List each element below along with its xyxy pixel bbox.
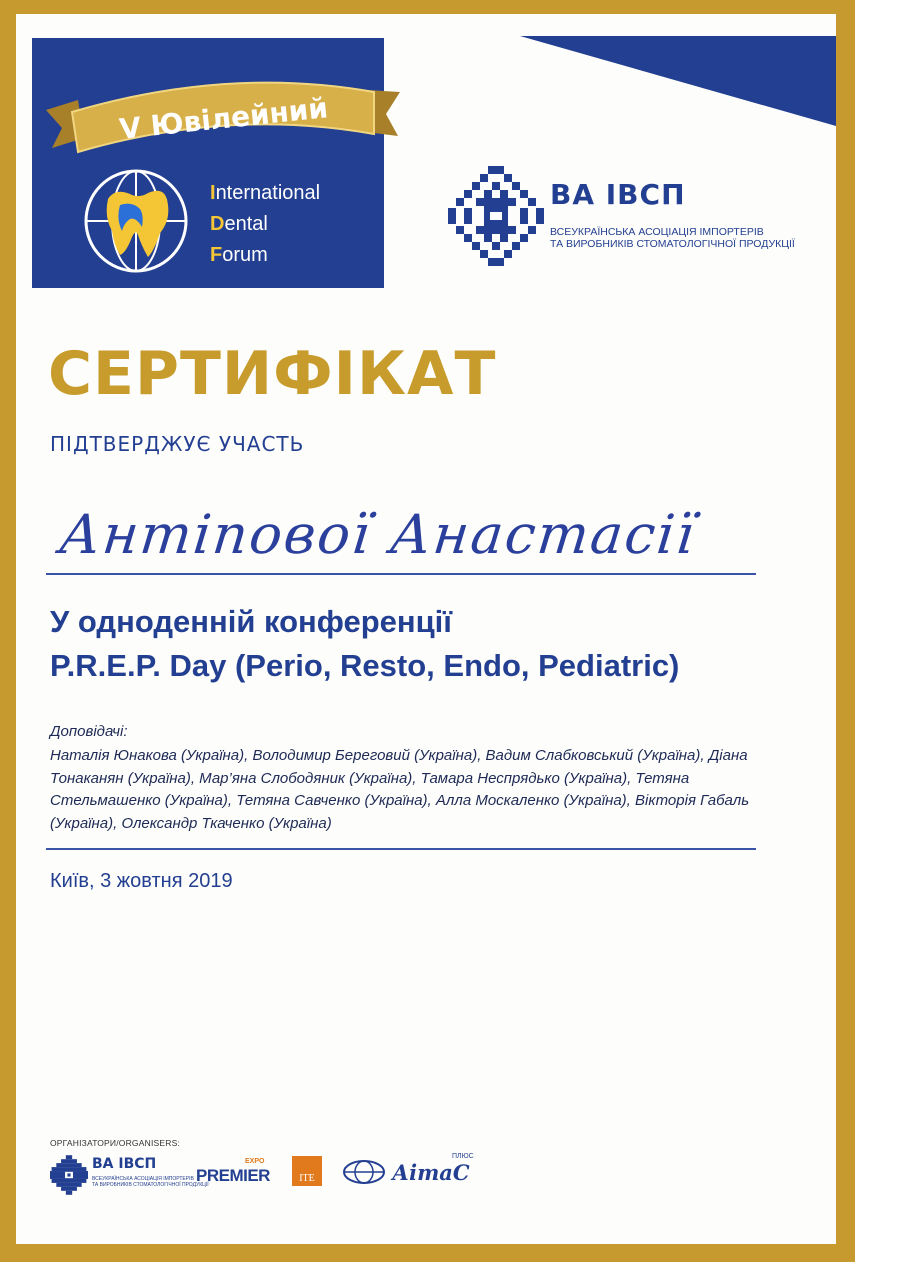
- aitas-logo-text: АітаС: [392, 1160, 470, 1185]
- ite-logo: ITE: [292, 1156, 322, 1186]
- org1-name: ВСЕУКРАЇНСЬКА АСОЦІАЦІЯ ІМПОРТЕРІВ ТА ВИРОБНИКІВ СТОМАТОЛОГІЧНОЇ ПРОДУКЦІЇ: [92, 1176, 209, 1188]
- corner-decoration: [520, 36, 836, 126]
- speakers-label: Доповідачі:: [50, 723, 128, 740]
- gold-frame-bottom: [0, 1244, 855, 1262]
- tooth-globe-icon: [80, 165, 192, 277]
- conference-line-2: P.R.E.P. Day (Perio, Resto, Endo, Pediatric): [50, 648, 680, 683]
- certificate-title: СЕРТИФІКАТ: [48, 339, 497, 409]
- divider-line: [46, 848, 756, 850]
- speakers-list: Наталія Юнакова (Україна), Володимир Береговий (Україна), Вадим Слабковський (Україна), Діана Тонаканян (Україна), Мар’яна Слободяник (Україна), Тамара Неспрядько (Україна), Тетяна Стельмашенко (Україна), Тетяна Савченко (Україна), Алла Москаленко (Україна), Вікторія Габаль (Україна), Олександр Ткаченко (Україна): [50, 747, 750, 832]
- premier-expo-logo: PREMIER: [196, 1166, 270, 1185]
- association-abbr: ВА ІВСП: [550, 178, 686, 211]
- gold-frame-right: [836, 0, 855, 1262]
- jubilee-ribbon: [38, 70, 408, 170]
- forum-logo-line3: Forum: [210, 244, 268, 266]
- place-and-date: Київ, 3 жовтня 2019: [50, 870, 233, 892]
- recipient-name-line: [46, 573, 756, 575]
- jubilee-ribbon-text: V Ювілейний: [117, 91, 330, 146]
- expo-tag: EXPO: [245, 1158, 265, 1165]
- aitas-globe-icon: [342, 1158, 386, 1186]
- recipient-handwritten-name: Антіпової Анастасії: [56, 503, 700, 566]
- forum-logo-text: [210, 178, 320, 271]
- association-name: ВСЕУКРАЇНСЬКА АСОЦІАЦІЯ ІМПОРТЕРІВ ТА ВИРОБНИКІВ СТОМАТОЛОГІЧНОЇ ПРОДУКЦІЇ: [550, 226, 795, 250]
- organisers-label: ОРГАНІЗАТОРИ/ORGANISERS:: [50, 1138, 181, 1148]
- gold-frame-left: [0, 0, 16, 1262]
- forum-logo-line1: International: [210, 182, 321, 204]
- conference-line-1: У одноденній конференції: [50, 604, 453, 639]
- aitas-plus: ПЛЮС: [452, 1153, 474, 1160]
- org1-abbr: ВА ІВСП: [92, 1156, 157, 1172]
- ornament-pattern-icon: [448, 166, 544, 266]
- forum-logo-line2: Dental: [210, 213, 268, 235]
- gold-frame-top: [0, 0, 855, 14]
- certificate-subtitle: ПІДТВЕРДЖУЄ УЧАСТЬ: [50, 432, 305, 456]
- ornament-pattern-small-icon: [50, 1155, 88, 1195]
